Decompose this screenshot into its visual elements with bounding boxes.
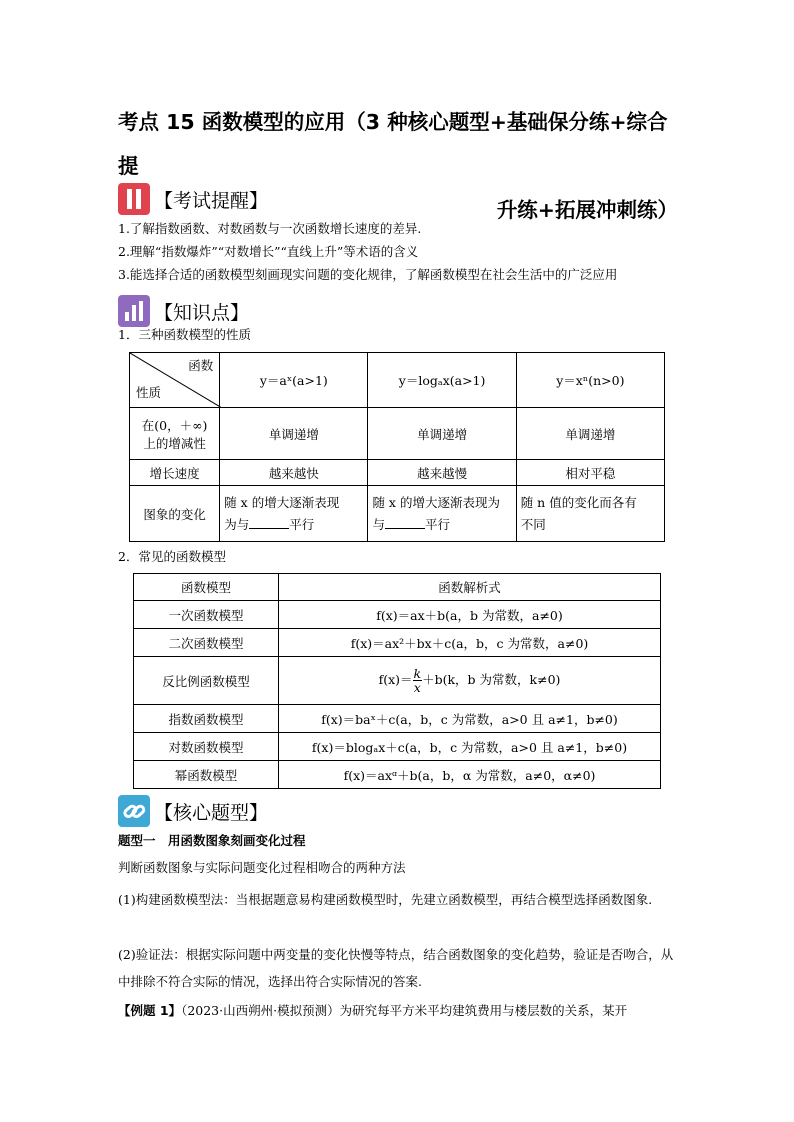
reminder-item-1: 1.了解指数函数、对数函数与一次函数增长速度的差异. [118,221,422,236]
model-formula: f(x)＝ax＋b(a，b 为常数，a≠0) [279,601,661,629]
row-head-monotonicity-b: 上的增减性 [143,435,206,451]
cell-graph-pow [516,486,664,542]
model-formula: f(x)＝ax²＋bx＋c(a，b，c 为常数，a≠0) [279,629,661,657]
row-head-graph: 图象的变化 [130,486,220,542]
reminder-item-3: 3.能选择合适的函数模型刻画现实问题的变化规律，了解函数模型在社会生活中的广泛应用 [118,267,618,282]
model-formula: f(x)＝baˣ＋c(a，b，c 为常数，a>0 且 a≠1，b≠0) [279,705,661,733]
knowledge-heading-2: 2．常见的函数模型 [118,549,226,564]
title-line-2: 升练+拓展冲刺练） [496,198,678,222]
cell-graph-exp-b: 为与 平行 [224,516,315,532]
cell-graph-log-a: 随 x 的增大逐渐表现为 [372,494,500,510]
cell-mono-log: 单调递增 [368,408,516,460]
fill-blank[interactable] [249,516,289,529]
model-formula: f(x)＝axᵅ＋b(a，b，α 为常数，a≠0，α≠0) [279,761,661,789]
model-formula: f(x)＝blogₐx＋c(a，b，c 为常数，a>0 且 a≠1，b≠0) [279,733,661,761]
cell-graph-exp [220,486,368,542]
example-text: （2023·山西朔州·模拟预测）为研究每平方米平均建筑费用与楼层数的关系，某开 [181,1003,628,1018]
table2-header-formula: 函数解析式 [279,574,661,601]
table-corner-cell [130,353,220,408]
table-row [134,629,661,657]
bar-chart-icon [118,295,150,327]
example-1 [118,1000,627,1021]
corner-label-property: 性质 [136,385,162,400]
section-title-reminder: 【考试提醒】 [154,189,269,212]
section-header-knowledge [118,294,249,328]
model-name: 对数函数模型 [134,733,279,761]
model-name: 指数函数模型 [134,705,279,733]
link-chain-icon [118,795,150,827]
section-title-knowledge: 【知识点】 [154,301,250,324]
header-logarithmic: y＝logₐx(a>1) [368,353,516,408]
knowledge-heading-1: 1．三种函数模型的性质 [118,327,251,342]
model-name: 一次函数模型 [134,601,279,629]
header-exponential: y＝aˣ(a>1) [220,353,368,408]
row-head-monotonicity-a: 在(0，＋∞) [141,417,208,433]
cell-graph-pow-a: 随 n 值的变化而各有 [520,494,637,510]
cell-graph-exp-a: 随 x 的增大逐渐表现 [224,494,340,510]
table-row [134,705,661,733]
row-head-monotonicity [130,408,220,460]
function-properties-table [129,352,665,542]
corner-label-function: 函数 [188,358,214,373]
model-name: 二次函数模型 [134,629,279,657]
section-header-reminder [118,182,268,216]
header-power: y＝xⁿ(n>0) [516,353,664,408]
table-row [134,761,661,789]
cell-graph-log-b: 与 平行 [372,516,450,532]
cell-growth-log: 越来越慢 [368,460,516,486]
table-row [134,601,661,629]
method-intro: 判断函数图象与实际问题变化过程相吻合的两种方法 [118,860,406,875]
model-name: 反比例函数模型 [134,657,279,705]
method-1: (1)构建函数模型法：当根据题意易构建函数模型时，先建立函数模型，再结合模型选择函数图象. [118,892,653,907]
cell-mono-exp: 单调递增 [220,408,368,460]
cell-graph-pow-b: 不同 [520,516,546,532]
cell-graph-log [368,486,516,542]
method-2: (2)验证法：根据实际问题中两变量的变化快慢等特点，结合函数图象的变化趋势，验证是否吻合，从中排除不符合实际的情况，选择出符合实际情况的答案. [118,947,674,989]
cell-mono-pow: 单调递增 [516,408,664,460]
cell-growth-pow: 相对平稳 [516,460,664,486]
function-models-table [133,573,661,789]
fraction: $\frac{k}{x}$ [413,666,422,695]
fill-blank[interactable] [385,516,425,529]
reminder-item-2: 2.理解“指数爆炸”“对数增长”“直线上升”等术语的含义 [118,244,419,259]
model-formula: f(x)＝ $\frac{k}{x}$ ＋b(k，b 为常数，k≠0) [279,657,661,705]
section-header-core [118,794,268,828]
model-name: 幂函数模型 [134,761,279,789]
row-head-growth: 增长速度 [130,460,220,486]
cell-growth-exp: 越来越快 [220,460,368,486]
section-title-core: 【核心题型】 [154,801,269,824]
table-row [134,733,661,761]
example-label: 【例题 1】 [118,1003,182,1018]
title-line-1: 考点 15 函数模型的应用（3 种核心题型+基础保分练+综合提 [118,110,668,178]
table-row [134,657,661,705]
pause-bars-icon [118,183,150,215]
table2-header-model: 函数模型 [134,574,279,601]
question-type-1-title: 题型一 用函数图象刻画变化过程 [118,833,306,848]
